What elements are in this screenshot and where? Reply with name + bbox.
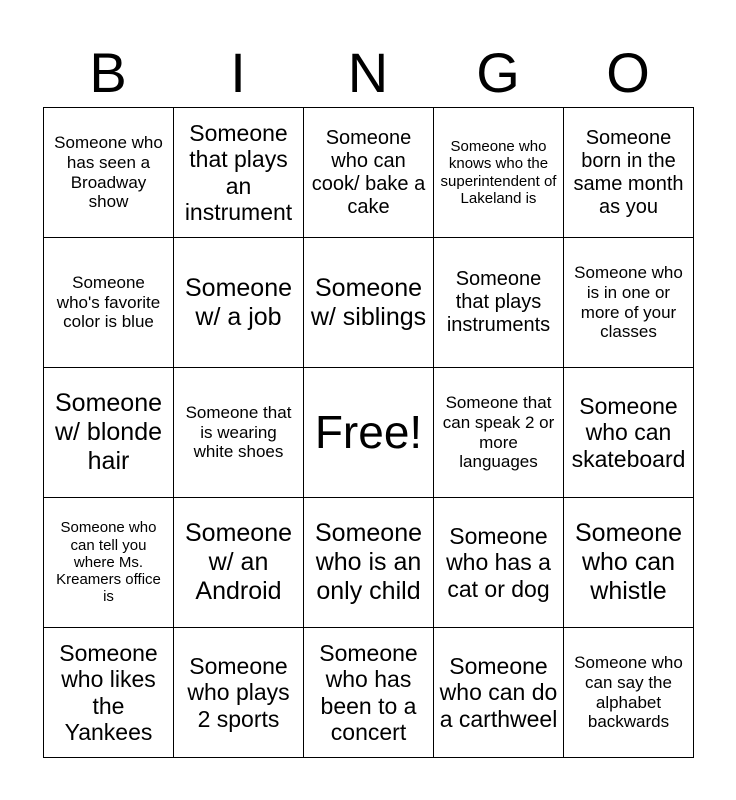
bingo-cell[interactable]: Someone who has been to a concert: [304, 628, 434, 758]
bingo-cell[interactable]: Someone w/ an Android: [174, 498, 304, 628]
bingo-cell[interactable]: Someone who can do a carthweel: [434, 628, 564, 758]
bingo-cell[interactable]: Someone who plays 2 sports: [174, 628, 304, 758]
bingo-board: [43, 107, 694, 758]
board-row: [44, 108, 694, 238]
bingo-cell[interactable]: Someone who can tell you where Ms. Kreamers office is: [44, 498, 174, 628]
bingo-cell[interactable]: Someone who's favorite color is blue: [44, 238, 174, 368]
board-row: [44, 238, 694, 368]
free-space-cell[interactable]: Free!: [304, 368, 434, 498]
header-letter-i: I: [230, 41, 246, 104]
header-letter-o: O: [606, 41, 650, 104]
bingo-cell[interactable]: Someone who knows who the superintendent of Lakeland is: [434, 108, 564, 238]
header-letter-b: B: [89, 41, 127, 104]
bingo-cell[interactable]: Someone that plays an instrument: [174, 108, 304, 238]
bingo-cell[interactable]: Someone who can say the alphabet backwards: [564, 628, 694, 758]
bingo-cell[interactable]: Someone who is an only child: [304, 498, 434, 628]
bingo-cell[interactable]: Someone w/ blonde hair: [44, 368, 174, 498]
header-letter-g: G: [476, 41, 520, 104]
header-letter-n: N: [347, 41, 389, 104]
bingo-cell[interactable]: Someone that can speak 2 or more languages: [434, 368, 564, 498]
bingo-cell[interactable]: Someone who can whistle: [564, 498, 694, 628]
board-row: [44, 368, 694, 498]
bingo-cell[interactable]: Someone who can skateboard: [564, 368, 694, 498]
bingo-cell[interactable]: Someone w/ a job: [174, 238, 304, 368]
bingo-header: [43, 40, 693, 106]
bingo-cell[interactable]: Someone who has a cat or dog: [434, 498, 564, 628]
bingo-cell[interactable]: Someone that is wearing white shoes: [174, 368, 304, 498]
bingo-cell[interactable]: Someone that plays instruments: [434, 238, 564, 368]
bingo-cell[interactable]: Someone who has seen a Broadway show: [44, 108, 174, 238]
bingo-cell[interactable]: Someone who can cook/ bake a cake: [304, 108, 434, 238]
bingo-cell[interactable]: Someone born in the same month as you: [564, 108, 694, 238]
board-row: [44, 628, 694, 758]
bingo-cell[interactable]: Someone w/ siblings: [304, 238, 434, 368]
board-row: [44, 498, 694, 628]
bingo-cell[interactable]: Someone who is in one or more of your classes: [564, 238, 694, 368]
bingo-cell[interactable]: Someone who likes the Yankees: [44, 628, 174, 758]
